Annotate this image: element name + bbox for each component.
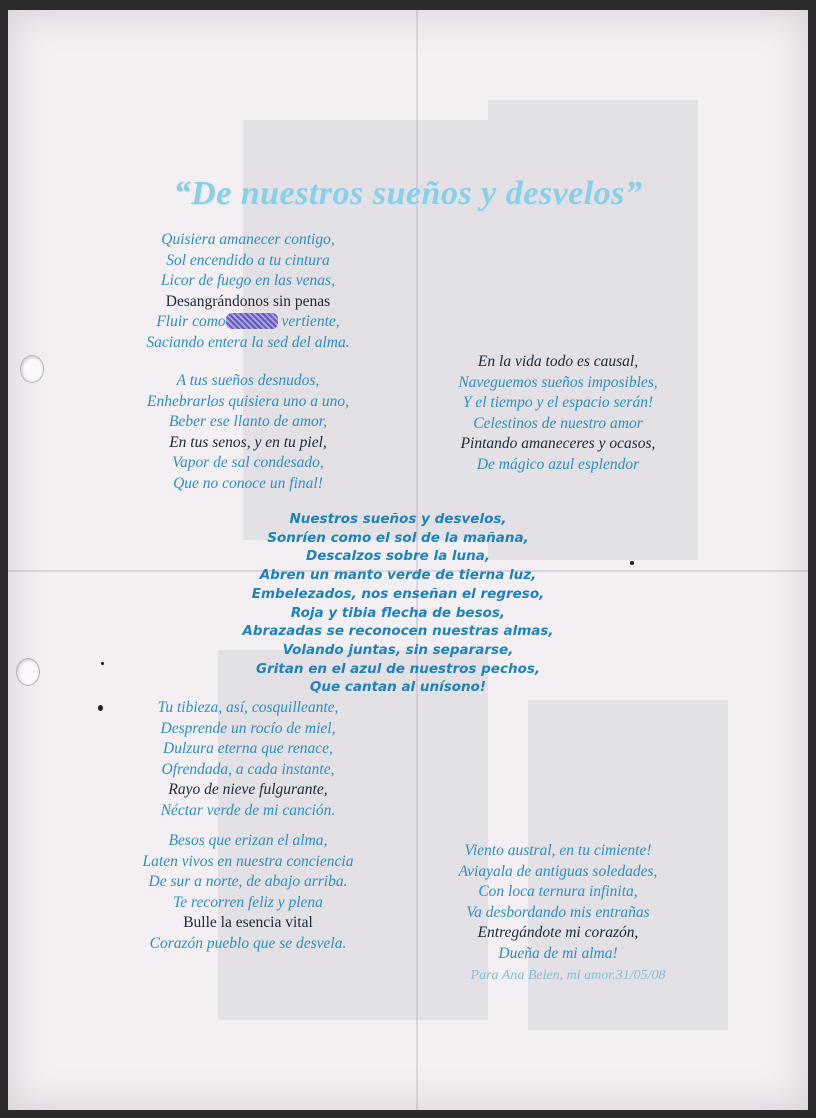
poem-line <box>108 312 388 333</box>
poem-line: Viento austral, en tu cimiente! <box>464 842 652 859</box>
poem-line: Entregándote mi corazón, <box>477 924 639 941</box>
poem-line: Embelezados, nos enseñan el regreso, <box>251 585 545 602</box>
poem-line: De sur a norte, de abajo arriba. <box>148 873 348 890</box>
ink-speck <box>98 705 103 711</box>
poem-line: Volando juntas, sin separarse, <box>282 641 514 658</box>
poem-line: Sonríen como el sol de la mañana, <box>267 529 529 546</box>
stanza-5 <box>108 698 388 821</box>
stanza-7 <box>413 841 703 964</box>
poem-line: Desprende un rocío de miel, <box>160 719 336 737</box>
poem-line-end: vertiente, <box>281 313 340 330</box>
ink-speck <box>630 561 634 565</box>
poem-line: Naveguemos sueños imposibles, <box>458 373 658 391</box>
poem-line-start: Fluir como <box>156 313 226 330</box>
poem-line: Que cantan al unísono! <box>309 679 487 696</box>
poem-line: Abrazadas se reconocen nuestras almas, <box>242 623 554 640</box>
poem-line: Néctar verde de mi canción. <box>160 801 336 819</box>
poem-line: Dueña de mi alma! <box>498 944 618 962</box>
poem-line: Sol encendido a tu cintura <box>166 251 330 269</box>
punch-hole <box>20 355 44 383</box>
poem-line: Tu tibieza, así, cosquilleante, <box>157 699 339 716</box>
poem-line: Pintando amaneceres y ocasos, <box>460 435 656 452</box>
poem-line: Saciando entera la sed del alma. <box>146 333 350 351</box>
stanza-3 <box>413 352 703 475</box>
poem-line: Licor de fuego en las venas, <box>161 272 335 289</box>
poem-line: Descalzos sobre la luna, <box>305 548 491 565</box>
poem-line: Celestinos de nuestro amor <box>473 414 643 432</box>
poem-line: Besos que erizan el alma, <box>168 832 328 849</box>
stanza-1 <box>108 230 388 353</box>
dedication-line: Para Ana Belen, mi amor.31/05/08 <box>470 968 666 983</box>
show-through-right <box>488 100 698 560</box>
poem-line: En tus senos, y en tu piel, <box>169 433 327 451</box>
poem-line: Abren un manto verde de tierna luz, <box>259 567 537 584</box>
poem-line: Bulle la esencia vital <box>183 914 313 931</box>
poem-line: Corazón pueblo que se desvela. <box>149 934 347 952</box>
poem-line: Con loca ternura infinita, <box>478 883 638 900</box>
poem-line: Laten vivos en nuestra conciencia <box>142 852 354 870</box>
poem-line: Roja y tibia flecha de besos, <box>290 604 506 621</box>
poem-line: Nuestros sueños y desvelos, <box>289 511 507 527</box>
poem-line: Desangrándonos sin penas <box>165 292 331 310</box>
poem-line: Enhebrarlos quisiera uno a uno, <box>147 392 349 410</box>
poem-line: Aviayala de antiguas soledades, <box>458 862 658 880</box>
poem-line: Ofrendada, a cada instante, <box>161 760 335 778</box>
poem-title: “De nuestros sueños y desvelos” <box>173 175 643 212</box>
poem-line: Gritan en el azul de nuestros pechos, <box>255 660 541 677</box>
poem-line: Vapor de sal condesado, <box>172 454 324 471</box>
stanza-4 <box>238 510 558 697</box>
punch-hole <box>16 658 40 686</box>
poem-line: A tus sueños desnudos, <box>176 372 320 389</box>
stanza-6 <box>108 831 388 954</box>
poem-line: Que no conoce un final! <box>173 474 323 492</box>
poem-line: Rayo de nieve fulgurante, <box>168 781 328 798</box>
poem-line: Quisiera amanecer contigo, <box>161 231 335 248</box>
poem-line: De mágico azul esplendor <box>476 455 640 473</box>
poem-line: En la vida todo es causal, <box>477 353 639 370</box>
poem-line: Va desbordando mis entrañas <box>466 903 650 921</box>
poem-line: Y el tiempo y el espacio serán! <box>462 394 654 411</box>
paper-sheet <box>8 10 808 1110</box>
ink-speck <box>101 662 104 665</box>
poem-line: Beber ese llanto de amor, <box>169 413 327 430</box>
scribble-mark <box>226 313 278 329</box>
poem-line: Dulzura eterna que renace, <box>163 740 333 757</box>
stanza-2 <box>108 371 388 494</box>
poem-line: Te recorren feliz y plena <box>173 893 323 911</box>
